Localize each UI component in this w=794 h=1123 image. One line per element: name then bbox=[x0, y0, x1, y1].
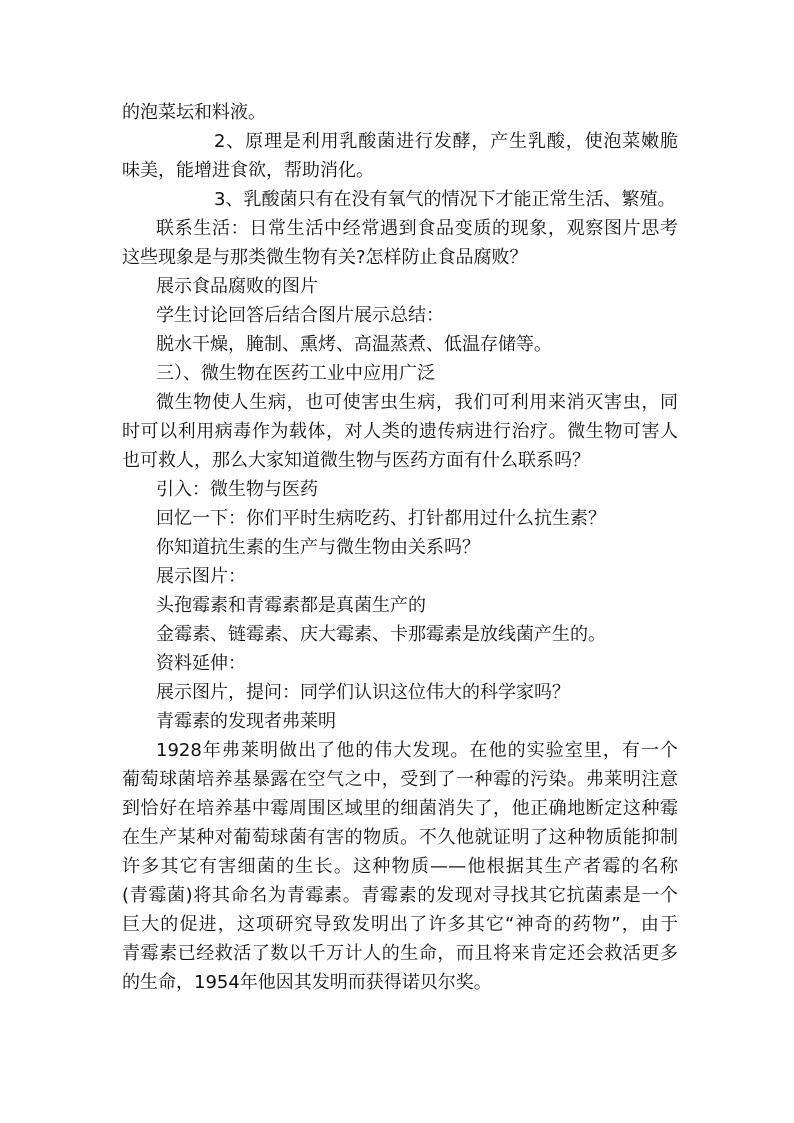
paragraph-line: 的生命，1954年他因其发明而获得诺贝尔奖。 bbox=[122, 972, 492, 993]
paragraph-line: 在生产某种对葡萄球菌有害的物质。不久他就证明了这种物质能抑制 bbox=[122, 827, 678, 848]
paragraph-line: 1928年弗莱明做出了他的伟大发现。在他的实验室里，有一个 bbox=[156, 740, 678, 761]
paragraph-line: 学生讨论回答后结合图片展示总结： bbox=[156, 305, 444, 326]
paragraph-line: 展示图片，提问：同学们认识这位伟大的科学家吗？ bbox=[156, 682, 570, 703]
paragraph-line: 青霉素的发现者弗莱明 bbox=[156, 711, 336, 732]
paragraph-line: 金霉素、链霉素、庆大霉素、卡那霉素是放线菌产生的。 bbox=[156, 624, 606, 645]
paragraph-line: 到恰好在培养基中霉周围区域里的细菌消失了，他正确地断定这种霉 bbox=[122, 798, 678, 819]
paragraph-line: 资料延伸： bbox=[156, 653, 246, 674]
paragraph-line: 头孢霉素和青霉素都是真菌生产的 bbox=[156, 595, 426, 616]
paragraph-line: 的泡菜坛和料液。 bbox=[122, 102, 266, 123]
paragraph-line: 引入：微生物与医药 bbox=[156, 479, 318, 500]
paragraph-line: 这些现象是与那类微生物有关?怎样防止食品腐败？ bbox=[122, 247, 528, 268]
paragraph-line: 微生物使人生病，也可使害虫生病，我们可利用来消灭害虫，同 bbox=[156, 392, 678, 413]
section-heading: 三）、微生物在医药工业中应用广泛 bbox=[156, 363, 435, 384]
paragraph-line: 回忆一下：你们平时生病吃药、打针都用过什么抗生素？ bbox=[156, 508, 606, 529]
paragraph-line: 青霉素已经救活了数以千万计人的生命，而且将来肯定还会救活更多 bbox=[122, 943, 678, 964]
paragraph-line: 时可以利用病毒作为载体，对人类的遗传病进行治疗。微生物可害人 bbox=[122, 421, 678, 442]
paragraph-line: 巨大的促进，这项研究导致发明出了许多其它“神奇的药物”，由于 bbox=[122, 914, 678, 935]
paragraph-line: 葡萄球菌培养基暴露在空气之中，受到了一种霉的污染。弗莱明注意 bbox=[122, 769, 678, 790]
paragraph-line: 也可救人，那么大家知道微生物与医药方面有什么联系吗？ bbox=[122, 450, 590, 471]
paragraph-line: 许多其它有害细菌的生长。这种物质——他根据其生产者霉的名称 bbox=[122, 856, 678, 877]
paragraph-line: 你知道抗生素的生产与微生物由关系吗？ bbox=[156, 537, 480, 558]
document-body bbox=[122, 98, 678, 997]
paragraph-line: 展示图片： bbox=[156, 566, 246, 587]
paragraph-line: (青霉菌)将其命名为青霉素。青霉素的发现对寻找其它抗菌素是一个 bbox=[122, 885, 678, 906]
paragraph-line: 展示食品腐败的图片 bbox=[156, 276, 318, 297]
paragraph-line: 3、乳酸菌只有在没有氧气的情况下才能正常生活、繁殖。 bbox=[214, 189, 676, 210]
paragraph-line: 味美，能增进食欲，帮助消化。 bbox=[122, 160, 374, 181]
paragraph-line: 联系生活：日常生活中经常遇到食品变质的现象，观察图片思考 bbox=[156, 218, 678, 239]
paragraph-line: 脱水干燥，腌制、熏烤、高温蒸煮、低温存储等。 bbox=[156, 334, 552, 355]
paragraph-line: 2、原理是利用乳酸菌进行发酵，产生乳酸，使泡菜嫩脆 bbox=[214, 131, 678, 152]
